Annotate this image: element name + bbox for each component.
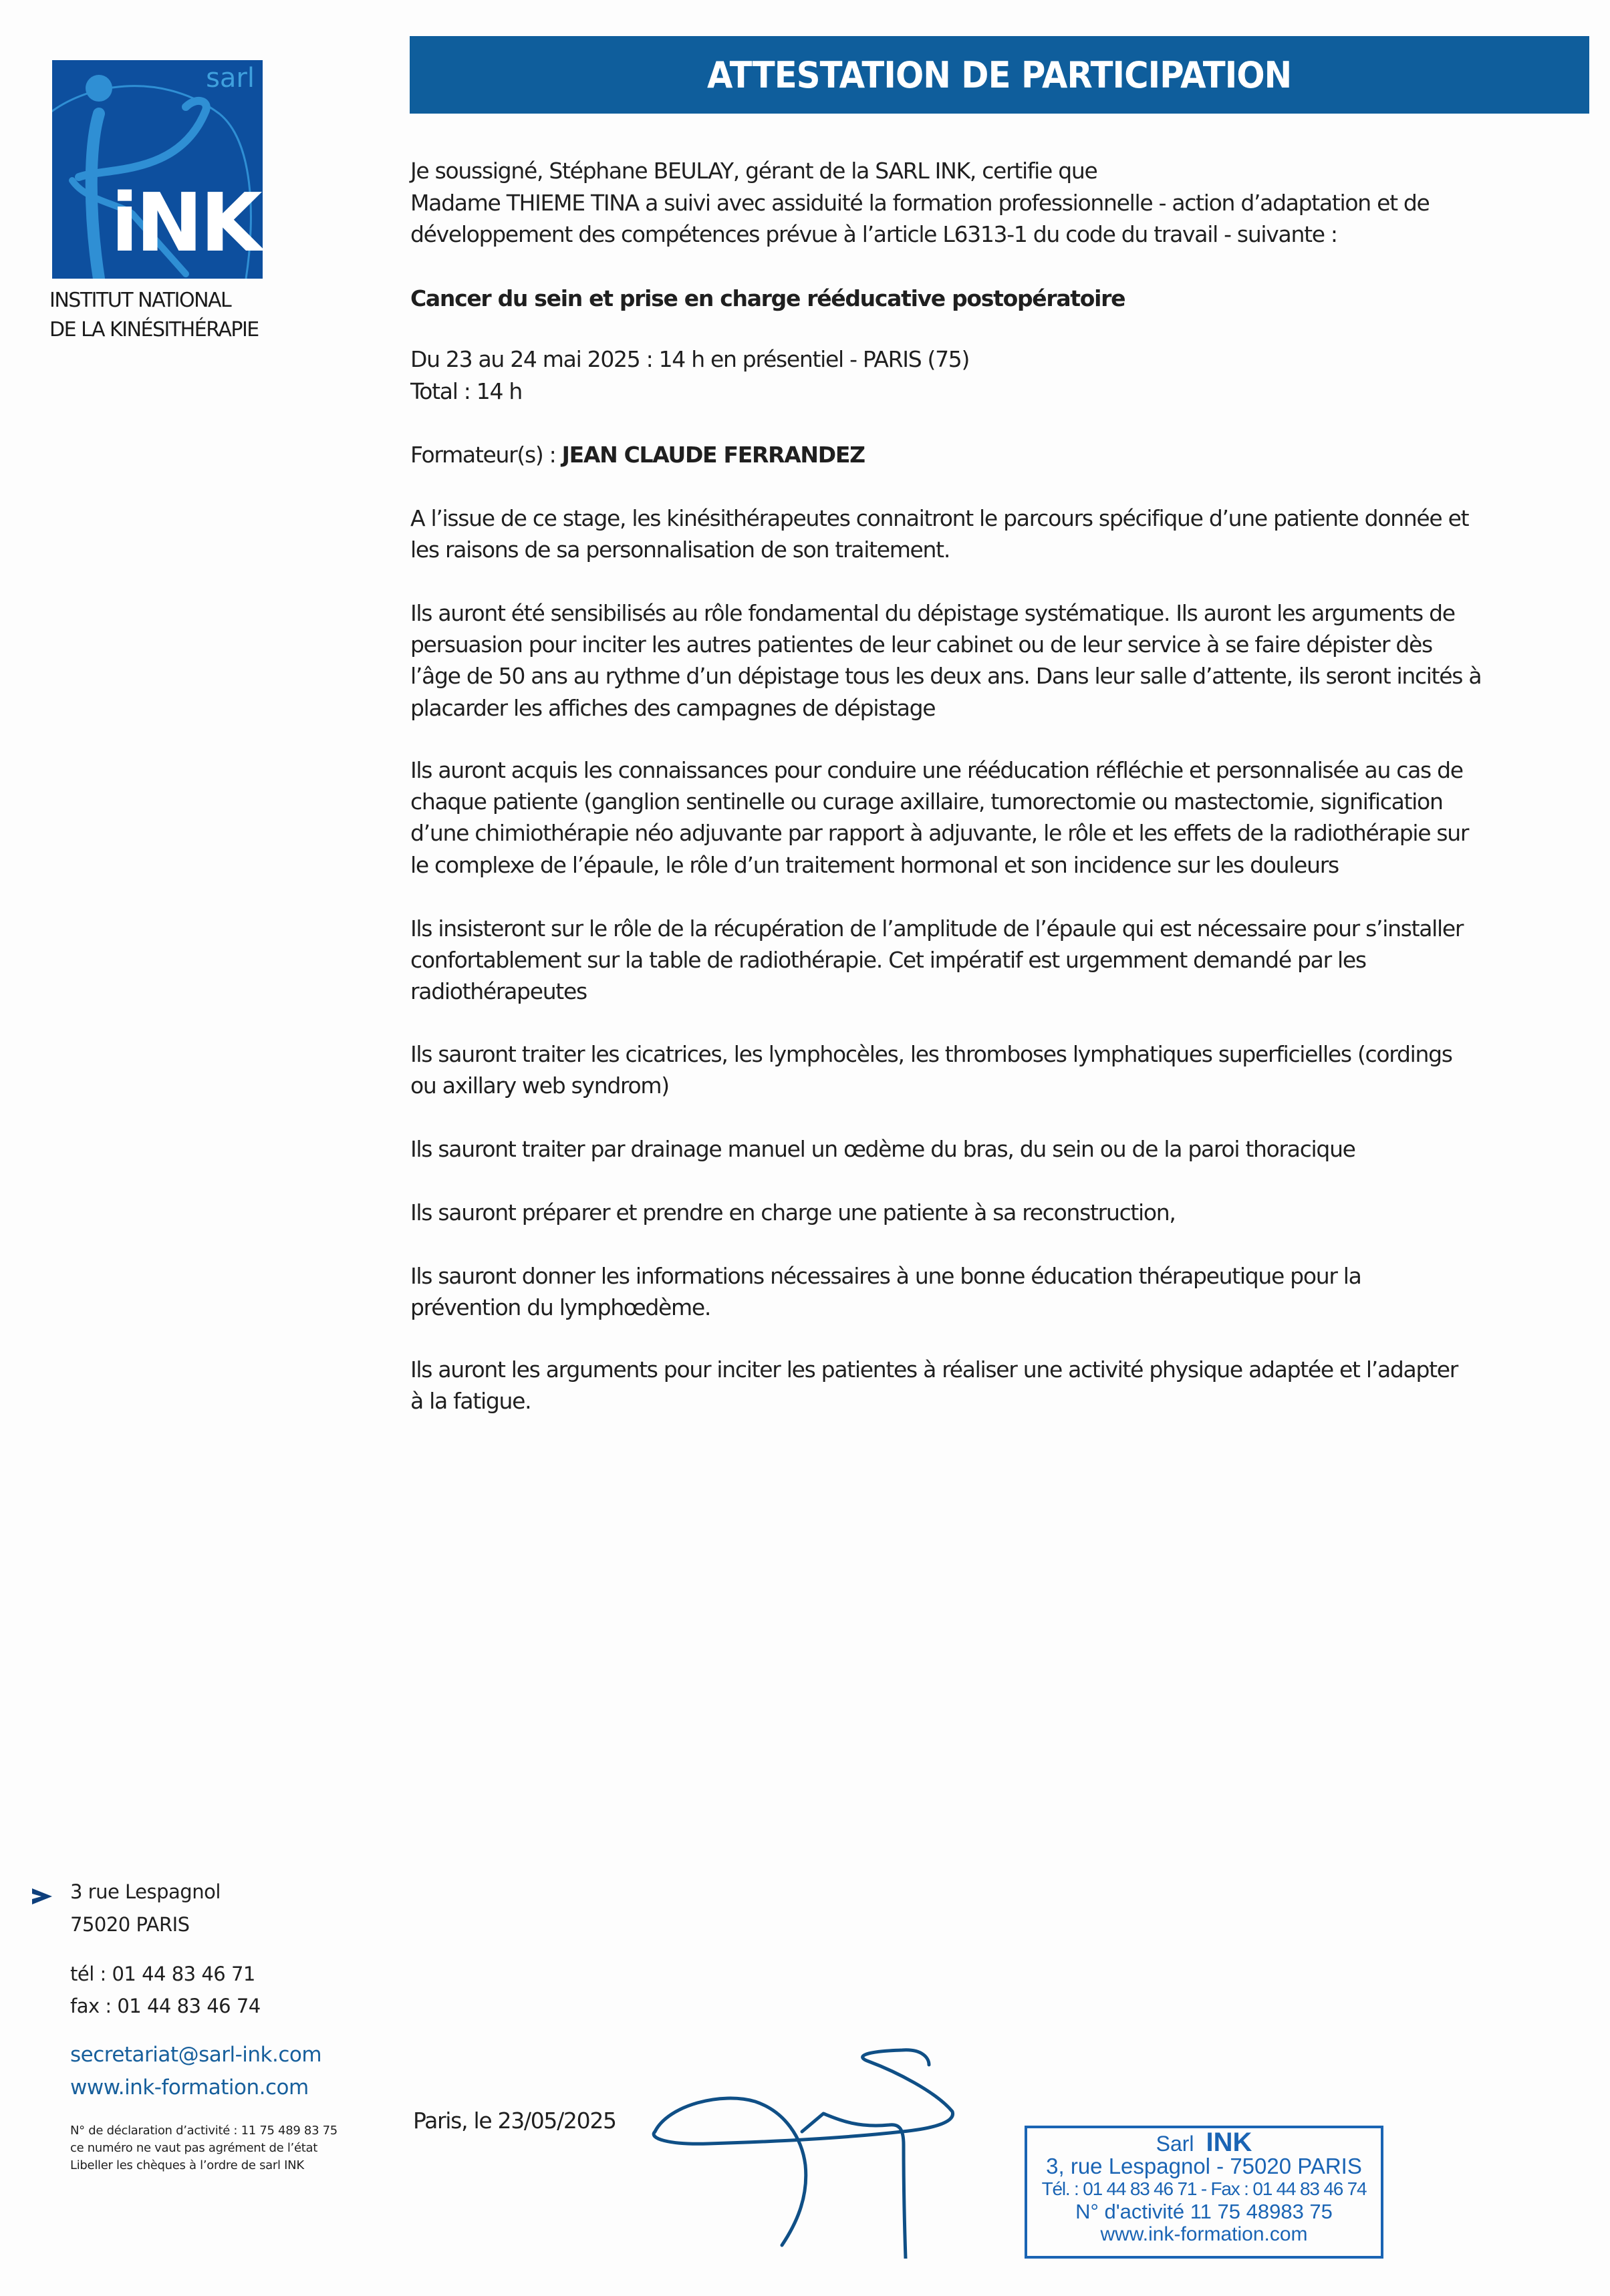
declaration-disclaimer: ce numéro ne vaut pas agrément de l’état — [70, 2141, 317, 2155]
paragraph-line: Ils auront les arguments pour inciter les patientes à réaliser une activité physique adaptée et l’adapter — [410, 1356, 1458, 1383]
company-stamp — [1025, 2126, 1383, 2259]
paragraph-line: Ils insisteront sur le rôle de la récupération de l’amplitude de l’épaule qui est nécessaire pour s’installer — [410, 915, 1464, 942]
page-title: ATTESTATION DE PARTICIPATION — [707, 53, 1292, 96]
paragraph-line: Ils sauront préparer et prendre en charge une patiente à sa reconstruction, — [410, 1199, 1176, 1226]
email-link[interactable]: secretariat@sarl-ink.com — [70, 2043, 322, 2067]
trainer-label: Formateur(s) : — [410, 442, 562, 468]
stamp-address: 3, rue Lespagnol - 75020 PARIS — [1046, 2154, 1362, 2178]
intro-line: Madame THIEME TINA a suivi avec assiduité la formation professionnelle - action d’adaptation et de — [410, 190, 1430, 216]
handwritten-signature — [642, 2045, 1016, 2259]
logo-ink-text: iNK — [111, 177, 260, 270]
paragraph-line: à la fatigue. — [410, 1388, 531, 1414]
paragraph-line: l’âge de 50 ans au rythme d’un dépistage tous les deux ans. Dans leur salle d’attente, ils seront incités à — [410, 663, 1482, 689]
paragraph-line: Ils sauront traiter les cicatrices, les lymphocèles, les thromboses lymphatiques superficielles (cordings — [410, 1041, 1452, 1067]
paragraph-line: persuasion pour inciter les autres patientes de leur cabinet ou de leur service à se faire dépister dès — [410, 631, 1432, 658]
stamp-activity-number: N° d'activité 11 75 48983 75 — [1075, 2200, 1333, 2223]
fax-number: fax : 01 44 83 46 74 — [70, 1995, 261, 2017]
course-title: Cancer du sein et prise en charge rééducative postopératoire — [410, 285, 1125, 311]
phone-number: tél : 01 44 83 46 71 — [70, 1963, 255, 1985]
paragraph-line: radiothérapeutes — [410, 978, 587, 1004]
cheque-instructions: Libeller les chèques à l’ordre de sarl INK — [70, 2158, 304, 2172]
paragraph-line: les raisons de sa personnalisation de son traitement. — [410, 537, 950, 563]
paragraph-line: d’une chimiothérapie néo adjuvante par rapport à adjuvante, le rôle et les effets de la radiothérapie sur — [410, 820, 1469, 846]
intro-line: développement des compétences prévue à l’article L6313-1 du code du travail - suivante : — [410, 221, 1337, 247]
paragraph-line: placarder les affiches des campagnes de dépistage — [410, 695, 936, 721]
course-total: Total : 14 h — [410, 378, 522, 404]
stamp-website: www.ink-formation.com — [1100, 2223, 1308, 2245]
place-date: Paris, le 23/05/2025 — [413, 2108, 616, 2134]
stamp-company — [1027, 2128, 1381, 2157]
address-line2: 75020 PARIS — [70, 1913, 190, 1936]
stamp-phone-fax: Tél. : 01 44 83 46 71 - Fax : 01 44 83 46 74 — [1041, 2178, 1367, 2199]
title-banner — [410, 36, 1589, 114]
stamp-sarl: Sarl — [1156, 2132, 1194, 2156]
logo-caption-line2: DE LA KINÉSITHÉRAPIE — [49, 318, 259, 341]
logo-caption-line1: INSTITUT NATIONAL — [49, 289, 231, 312]
chevron-right-icon — [29, 1883, 56, 1910]
stamp-name: INK — [1206, 2128, 1252, 2157]
paragraph-line: A l’issue de ce stage, les kinésithérapeutes connaitront le parcours spécifique d’une patiente donnée et — [410, 505, 1469, 531]
paragraph-line: confortablement sur la table de radiothérapie. Cet impératif est urgemment demandé par les — [410, 947, 1366, 973]
declaration-number: N° de déclaration d’activité : 11 75 489 83 75 — [70, 2124, 338, 2138]
logo-sarl-text: sarl — [206, 63, 255, 94]
paragraph-line: ou axillary web syndrom) — [410, 1072, 669, 1099]
trainer-name: JEAN CLAUDE FERRANDEZ — [561, 442, 865, 468]
paragraph-line: le complexe de l’épaule, le rôle d’un traitement hormonal et son incidence sur les douleurs — [410, 852, 1339, 878]
paragraph-line: Ils auront été sensibilisés au rôle fondamental du dépistage systématique. Ils auront les arguments de — [410, 600, 1455, 626]
paragraph-line: Ils sauront traiter par drainage manuel un œdème du bras, du sein ou de la paroi thoracique — [410, 1136, 1355, 1162]
paragraph-line: chaque patiente (ganglion sentinelle ou curage axillaire, tumorectomie ou mastectomie, signification — [410, 788, 1443, 815]
paragraph-line: Ils sauront donner les informations nécessaires à une bonne éducation thérapeutique pour la — [410, 1263, 1361, 1289]
intro-line: Je soussigné, Stéphane BEULAY, gérant de la SARL INK, certifie que — [410, 158, 1097, 184]
trainer-line — [410, 442, 865, 468]
address-line1: 3 rue Lespagnol — [70, 1880, 221, 1903]
paragraph-line: Ils auront acquis les connaissances pour conduire une rééducation réfléchie et personnalisée au cas de — [410, 757, 1463, 783]
ink-logo — [52, 60, 263, 279]
website-link[interactable]: www.ink-formation.com — [70, 2075, 309, 2100]
course-dates: Du 23 au 24 mai 2025 : 14 h en présentiel - PARIS (75) — [410, 346, 970, 372]
paragraph-line: prévention du lymphœdème. — [410, 1294, 711, 1320]
